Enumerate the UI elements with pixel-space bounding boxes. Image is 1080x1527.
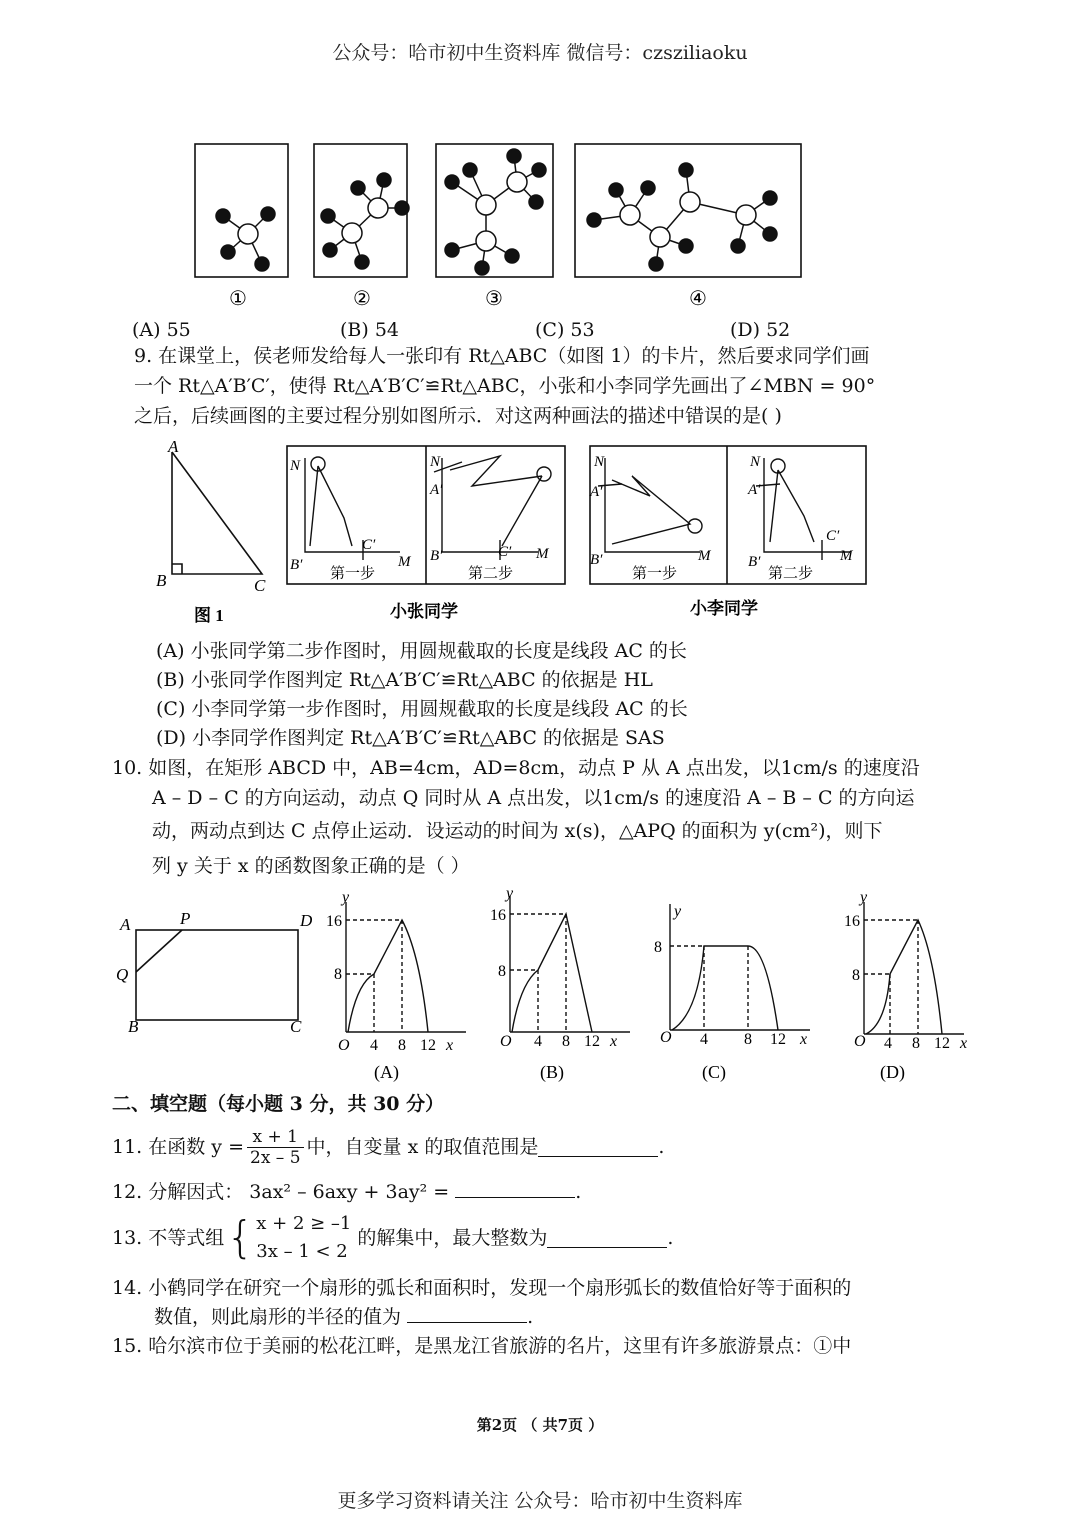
- svg-text:M: M: [840, 548, 853, 564]
- q9-figures: [150, 436, 880, 632]
- svg-text:B: B: [156, 571, 167, 590]
- svg-text:B′: B′: [748, 554, 761, 570]
- svg-text:O: O: [854, 1033, 866, 1050]
- graph-a-label: (A): [374, 1062, 399, 1082]
- svg-text:B: B: [128, 1017, 139, 1036]
- svg-text:x: x: [960, 1035, 968, 1052]
- q12: 12. 分解因式： 3ax² – 6axy + 3ay² = .: [112, 1181, 582, 1203]
- svg-text:N: N: [594, 454, 605, 470]
- svg-text:M: M: [398, 554, 411, 570]
- svg-text:C: C: [254, 576, 266, 595]
- svg-text:x: x: [610, 1033, 618, 1050]
- q11-numerator: x + 1: [247, 1127, 304, 1148]
- page-header: 公众号：哈市初中生资料库 微信号：czsziliaoku: [332, 42, 748, 64]
- q11-answer-blank[interactable]: [538, 1138, 658, 1157]
- svg-text:N: N: [290, 458, 301, 474]
- q14-line2: 数值，则此扇形的半径的值为: [154, 1306, 402, 1328]
- q10-line4: 列 y 关于 x 的函数图象正确的是（ ）: [152, 855, 470, 877]
- svg-text:y: y: [506, 885, 514, 902]
- svg-text:y: y: [860, 889, 868, 906]
- graph-b-label: (B): [540, 1062, 564, 1082]
- svg-text:4: 4: [884, 1035, 892, 1052]
- zhang-step2: 第二步: [468, 566, 514, 582]
- q8-option-c: (C) 53: [535, 319, 595, 341]
- svg-text:A: A: [168, 437, 179, 456]
- q10-figures: [112, 884, 992, 1094]
- svg-text:8: 8: [334, 966, 342, 983]
- svg-text:y: y: [342, 889, 350, 906]
- svg-text:x: x: [800, 1031, 808, 1048]
- svg-text:12: 12: [420, 1037, 436, 1054]
- svg-text:C′: C′: [826, 528, 840, 544]
- svg-text:M: M: [698, 548, 711, 564]
- q11-pre: 11. 在函数 y =: [112, 1135, 244, 1158]
- section-title: 二、填空题（每小题 3 分，共 30 分）: [112, 1093, 445, 1115]
- svg-text:A′: A′: [748, 482, 761, 498]
- svg-text:O: O: [660, 1029, 672, 1046]
- page-footer: 更多学习资料请关注 公众号：哈市初中生资料库: [337, 1490, 743, 1512]
- q9-option-c: (C) 小李同学第一步作图时，用圆规截取的长度是线段 AC 的长: [156, 698, 688, 720]
- svg-text:B′: B′: [290, 557, 303, 573]
- q9-option-a: (A) 小张同学第二步作图时，用圆规截取的长度是线段 AC 的长: [156, 640, 687, 662]
- zhang-step1: 第一步: [330, 566, 376, 582]
- li-label: 小李同学: [690, 599, 758, 618]
- q9-line3: 之后，后续画图的主要过程分别如图所示．对这两种画法的描述中错误的是( ): [134, 405, 782, 427]
- li-step1: 第一步: [632, 566, 678, 582]
- graph-d-label: (D): [880, 1062, 905, 1082]
- q9-option-d: (D) 小李同学作图判定 Rt△A′B′C′≌Rt△ABC 的依据是 SAS: [156, 727, 665, 749]
- q13-ineq1: x + 2 ≥ –1: [256, 1213, 352, 1234]
- q8-option-b: (B) 54: [340, 319, 400, 341]
- q8-fig1-label: ①: [229, 288, 247, 310]
- svg-text:N: N: [430, 454, 441, 470]
- svg-text:O: O: [500, 1033, 512, 1050]
- q11-denominator: 2x – 5: [250, 1147, 301, 1168]
- svg-text:A′: A′: [430, 482, 443, 498]
- q9-line1: 9. 在课堂上，侯老师发给每人一张印有 Rt△ABC（如图 1）的卡片，然后要求同学们画: [134, 345, 870, 367]
- svg-text:y: y: [674, 903, 682, 920]
- svg-text:B′: B′: [430, 548, 443, 564]
- brace-icon: {: [226, 1212, 255, 1263]
- svg-text:12: 12: [770, 1031, 786, 1048]
- q13-post: 的解集中，最大整数为: [357, 1226, 548, 1249]
- svg-text:Q: Q: [116, 965, 129, 984]
- svg-text:x: x: [446, 1037, 454, 1054]
- svg-text:12: 12: [584, 1033, 600, 1050]
- q10-line1: 10. 如图，在矩形 ABCD 中，AB=4cm，AD=8cm，动点 P 从 A 点出发，以1cm/s 的速度沿: [112, 757, 920, 779]
- q10-line3: 动，两动点到达 C 点停止运动．设运动的时间为 x(s)，△APQ 的面积为 y(cm²)，则下: [152, 820, 883, 842]
- svg-text:4: 4: [700, 1031, 708, 1048]
- svg-text:B′: B′: [590, 552, 603, 568]
- svg-text:8: 8: [852, 967, 860, 984]
- svg-text:8: 8: [498, 963, 506, 980]
- q10-line2: A – D – C 的方向运动，动点 Q 同时从 A 点出发，以1cm/s 的速度沿 A – B – C 的方向运: [152, 787, 915, 809]
- zhang-label: 小张同学: [390, 602, 458, 621]
- q8-figures: [190, 140, 810, 315]
- svg-text:8: 8: [744, 1031, 752, 1048]
- svg-text:16: 16: [490, 907, 506, 924]
- q14-answer-blank[interactable]: [407, 1304, 527, 1323]
- svg-text:C: C: [290, 1017, 302, 1036]
- q14-line1: 14. 小鹤同学在研究一个扇形的弧长和面积时，发现一个扇形弧长的数值恰好等于面积的: [112, 1277, 852, 1299]
- svg-text:D: D: [300, 911, 313, 930]
- svg-text:8: 8: [912, 1035, 920, 1052]
- li-step2: 第二步: [768, 566, 814, 582]
- svg-text:C′: C′: [362, 537, 376, 553]
- q13: 13. 不等式组 { x + 2 ≥ –1 3x – 1 < 2 的解集中，最大整数为 .: [112, 1208, 673, 1268]
- page-number: 第2页 （ 共7页 ）: [476, 1416, 604, 1434]
- q12-answer-blank[interactable]: [455, 1179, 575, 1198]
- svg-text:A: A: [120, 915, 131, 934]
- q8-fig2-label: ②: [353, 288, 371, 310]
- fig1-label: 图 1: [194, 606, 224, 625]
- q8-fig3-label: ③: [485, 288, 503, 310]
- q14: 数值，则此扇形的半径的值为 .: [154, 1306, 534, 1328]
- q11-post: 中，自变量 x 的取值范围是: [306, 1135, 539, 1158]
- svg-text:N: N: [750, 454, 761, 470]
- svg-text:M: M: [536, 546, 549, 562]
- q9-line2: 一个 Rt△A′B′C′，使得 Rt△A′B′C′≌Rt△ABC，小张和小李同学先画出了∠MBN = 90°: [134, 375, 876, 397]
- svg-text:16: 16: [844, 913, 860, 930]
- svg-text:O: O: [338, 1037, 350, 1054]
- svg-text:12: 12: [934, 1035, 950, 1052]
- svg-text:8: 8: [562, 1033, 570, 1050]
- svg-text:8: 8: [654, 939, 662, 956]
- q12-text: 12. 分解因式： 3ax² – 6axy + 3ay² =: [112, 1181, 450, 1203]
- svg-text:P: P: [180, 909, 191, 928]
- svg-text:C′: C′: [498, 544, 512, 560]
- svg-text:16: 16: [326, 913, 342, 930]
- q13-answer-blank[interactable]: [547, 1229, 667, 1248]
- q8-option-d: (D) 52: [730, 319, 791, 341]
- q9-option-b: (B) 小张同学作图判定 Rt△A′B′C′≌Rt△ABC 的依据是 HL: [156, 669, 653, 691]
- q8-fig4-label: ④: [689, 288, 707, 310]
- q11-fraction: [247, 1127, 304, 1168]
- q11: 11. 在函数 y = $\frac{x + 1}{2x - 5}$ 中，自变量 x 的取值范围是 .: [112, 1126, 665, 1168]
- q13-pre: 13. 不等式组: [112, 1226, 225, 1249]
- svg-text:4: 4: [370, 1037, 378, 1054]
- svg-text:4: 4: [534, 1033, 542, 1050]
- q8-option-a: (A) 55: [132, 319, 191, 341]
- q13-ineq2: 3x – 1 < 2: [256, 1241, 348, 1262]
- svg-text:8: 8: [398, 1037, 406, 1054]
- q15-line1: 15. 哈尔滨市位于美丽的松花江畔，是黑龙江省旅游的名片，这里有许多旅游景点：①中: [112, 1335, 852, 1357]
- graph-c-label: (C): [702, 1062, 726, 1082]
- svg-text:A′: A′: [590, 484, 603, 500]
